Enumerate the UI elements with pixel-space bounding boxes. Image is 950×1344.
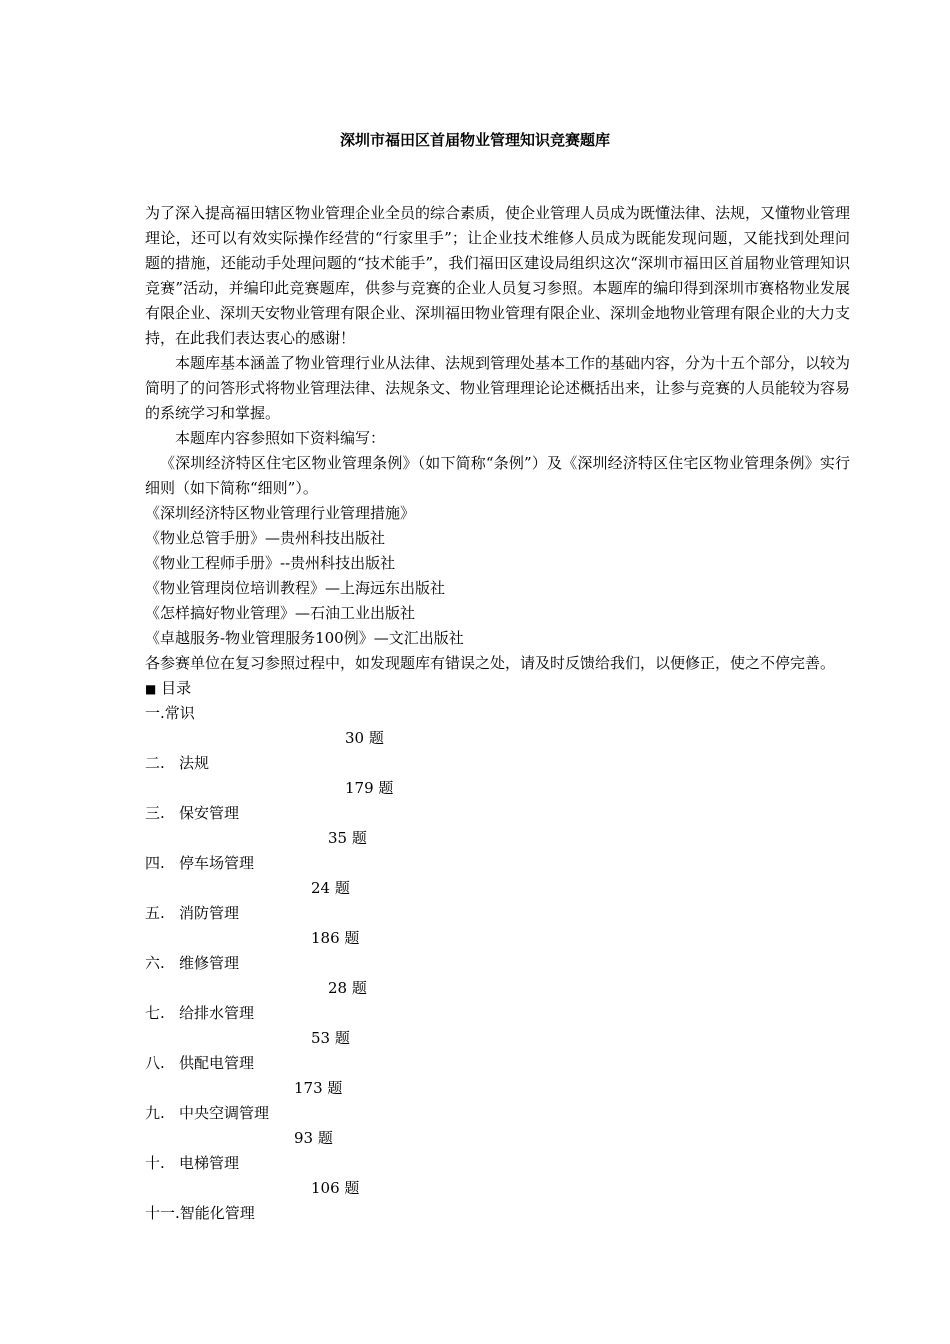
toc-item bbox=[145, 1051, 850, 1076]
toc-item-count: 53 题 bbox=[311, 1029, 350, 1047]
reference-item: 《物业工程师手册》--贵州科技出版社 bbox=[145, 554, 396, 572]
toc-item-name: 维修管理 bbox=[179, 954, 240, 972]
toc-item bbox=[145, 751, 850, 776]
toc-item-name: 中央空调管理 bbox=[179, 1104, 270, 1122]
toc-item bbox=[145, 1001, 850, 1026]
document-body bbox=[145, 201, 850, 1226]
toc-item bbox=[145, 1101, 850, 1126]
toc-item-count: 179 题 bbox=[345, 779, 394, 797]
toc-item-count: 186 题 bbox=[311, 929, 360, 947]
toc-item bbox=[145, 851, 850, 876]
toc-item-number: 八. bbox=[145, 1054, 165, 1072]
toc-item-name: 保安管理 bbox=[179, 804, 240, 822]
toc-heading: 目录 bbox=[161, 679, 192, 697]
toc-item bbox=[145, 951, 850, 976]
toc-item-count: 24 题 bbox=[311, 879, 350, 897]
scope-paragraph: 本题库基本涵盖了物业管理行业从法律、法规到管理处基本工作的基础内容，分为十五个部分，以较为简明了的问答形式将物业管理法律、法规条文、物业管理理论论述概括出来，让参与竞赛的人员能较为容易的系统学习和掌握。 bbox=[145, 354, 851, 422]
toc-item-count: 93 题 bbox=[294, 1129, 333, 1147]
reference-item: 《深圳经济特区物业管理行业管理措施》 bbox=[145, 504, 416, 522]
toc-item-name: 停车场管理 bbox=[179, 854, 255, 872]
toc-item-name: 给排水管理 bbox=[179, 1004, 255, 1022]
toc-item-number: 四. bbox=[145, 854, 165, 872]
reference-item: 《物业总管手册》—贵州科技出版社 bbox=[145, 529, 386, 547]
toc-item bbox=[145, 1151, 850, 1176]
references-intro: 本题库内容参照如下资料编写： bbox=[175, 429, 386, 447]
closing-paragraph: 各参赛单位在复习参照过程中，如发现题库有错误之处，请及时反馈给我们，以便修正，使之不停完善。 bbox=[145, 654, 836, 672]
table-of-contents bbox=[145, 701, 850, 1226]
toc-item bbox=[145, 901, 850, 926]
toc-item-name: 供配电管理 bbox=[179, 1054, 255, 1072]
toc-item-count: 173 题 bbox=[294, 1079, 343, 1097]
toc-item-label: 十一.智能化管理 bbox=[145, 1204, 255, 1222]
reference-item: 《物业管理岗位培训教程》—上海远东出版社 bbox=[145, 579, 446, 597]
toc-item bbox=[145, 1201, 850, 1226]
toc-item-name: 电梯管理 bbox=[179, 1154, 240, 1172]
intro-paragraph: 为了深入提高福田辖区物业管理企业全员的综合素质，使企业管理人员成为既懂法律、法规，又懂物业管理理论，还可以有效实际操作经营的“行家里手”；让企业技术维修人员成为既能发现问题，又能找到处理问题的措施，还能动手处理问题的“技术能手”，我们福田区建设局组织这次“深圳市福田区首届物业管理知识竞赛”活动，并编印此竞赛题库，供参与竞赛的企业人员复习参照。本题库的编印得到深圳市赛格物业发展有限企业、深圳天安物业管理有限企业、深圳福田物业管理有限企业、深圳金地物业管理有限企业的大力支持，在此我们表达衷心的感谢！ bbox=[145, 204, 851, 347]
toc-item-number: 二. bbox=[145, 754, 165, 772]
toc-item-count: 35 题 bbox=[328, 829, 367, 847]
document-title: 深圳市福田区首届物业管理知识竞赛题库 bbox=[339, 131, 610, 149]
toc-item bbox=[145, 701, 850, 726]
toc-item-label: 一.常识 bbox=[145, 704, 195, 722]
toc-item-count: 28 题 bbox=[328, 979, 367, 997]
toc-item-number: 六. bbox=[145, 954, 165, 972]
reference-item: 《卓越服务-物业管理服务100例》—文汇出版社 bbox=[145, 629, 464, 647]
toc-item-count: 106 题 bbox=[311, 1179, 360, 1197]
toc-item-number: 七. bbox=[145, 1004, 165, 1022]
toc-item-name: 消防管理 bbox=[179, 904, 240, 922]
toc-item-name: 法规 bbox=[179, 754, 210, 772]
reference-item: 《怎样搞好物业管理》—石油工业出版社 bbox=[145, 604, 416, 622]
toc-item bbox=[145, 801, 850, 826]
toc-heading-line bbox=[145, 676, 850, 701]
toc-item-number: 五. bbox=[145, 904, 165, 922]
reference-item: 《深圳经济特区住宅区物业管理条例》（如下简称“条例”）及《深圳经济特区住宅区物业管理条例》实行细则（如下简称“细则”）。 bbox=[145, 454, 850, 497]
toc-item-number: 十. bbox=[145, 1154, 165, 1172]
toc-item-number: 九. bbox=[145, 1104, 165, 1122]
square-bullet-icon: ■ bbox=[145, 682, 157, 696]
toc-item-count: 30 题 bbox=[345, 729, 384, 747]
toc-item-number: 三. bbox=[145, 804, 165, 822]
